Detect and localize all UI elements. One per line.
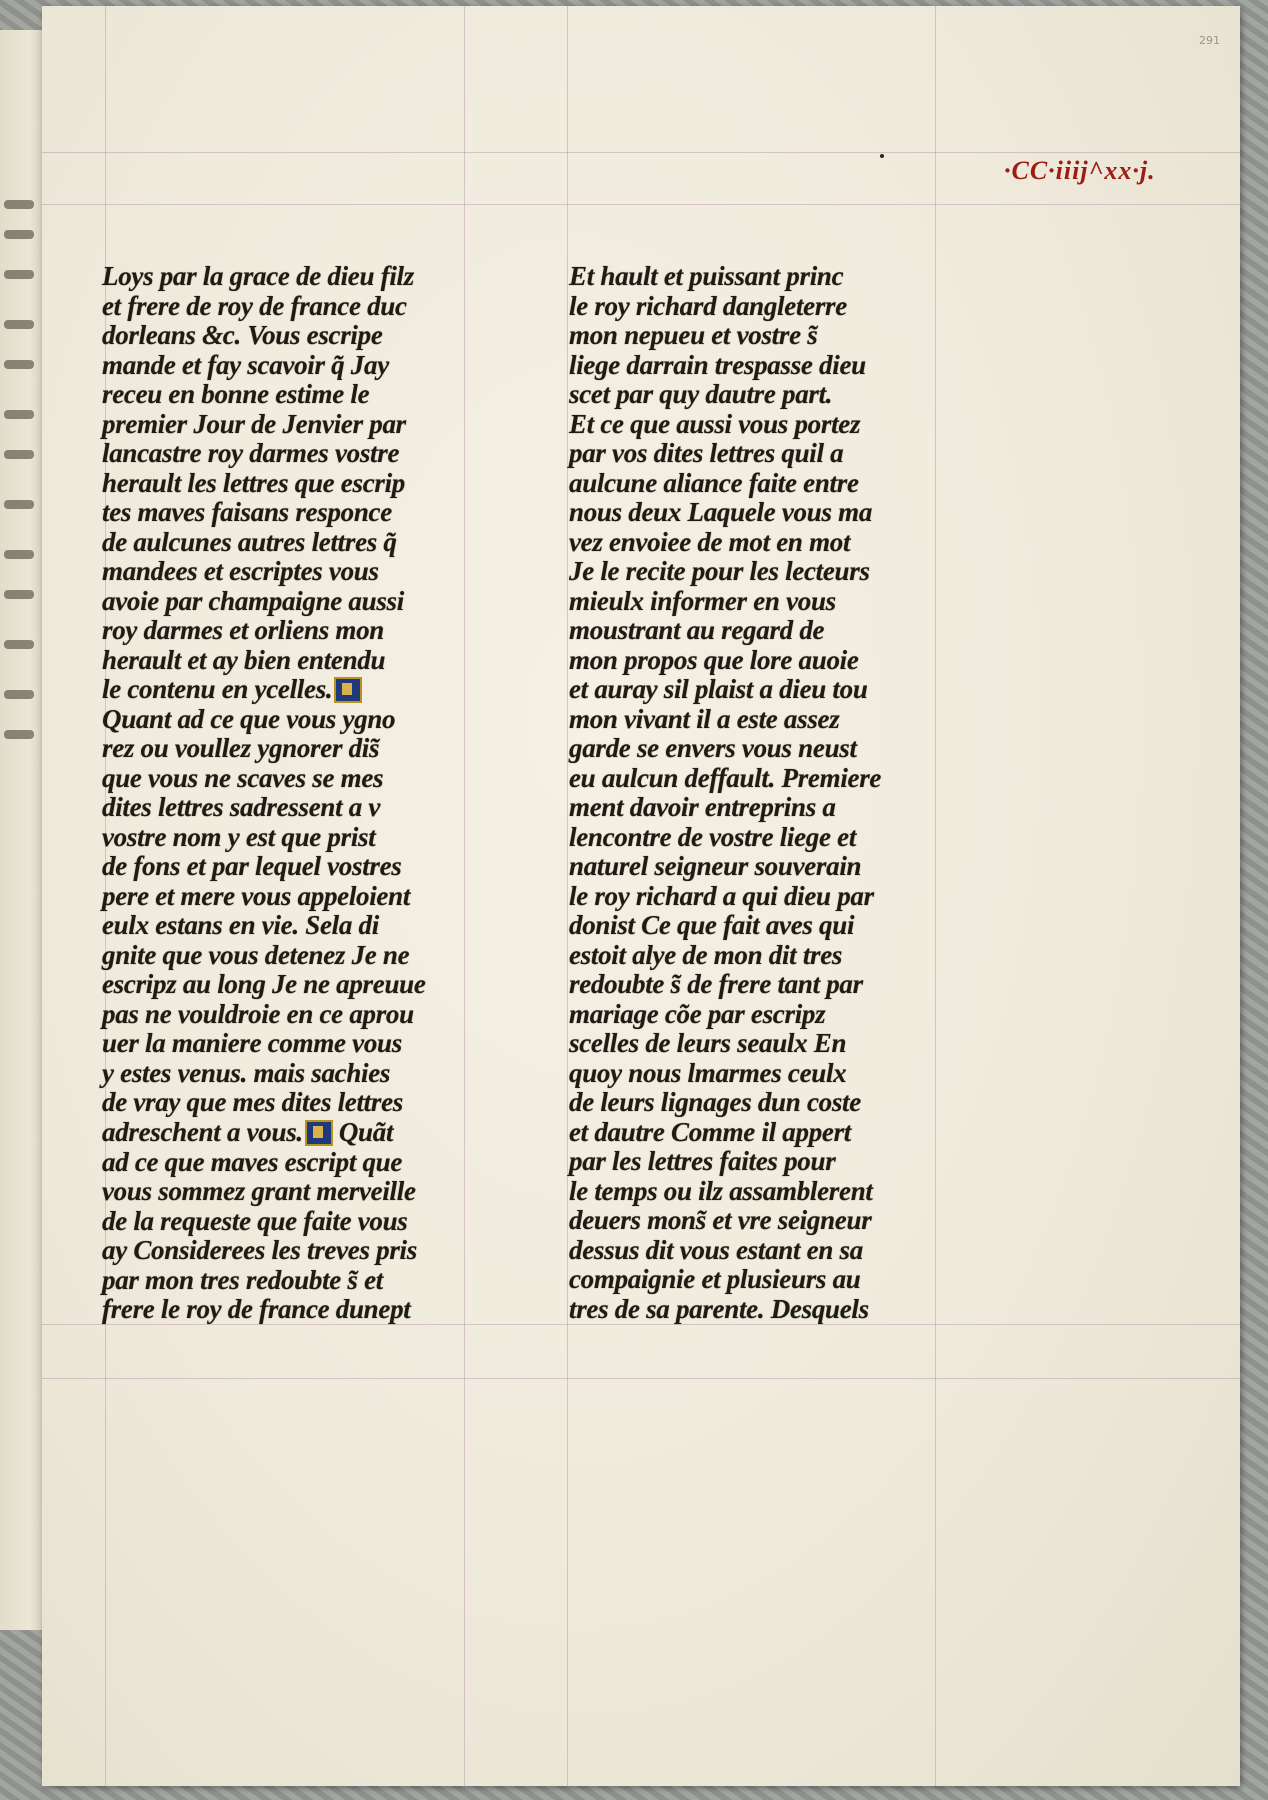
ruling-line xyxy=(42,1378,1240,1379)
text-line xyxy=(102,911,502,941)
text-line-content: que vous ne scaves se mes xyxy=(102,762,384,793)
text-line xyxy=(102,646,502,676)
text-line xyxy=(569,970,989,1000)
text-line xyxy=(102,616,502,646)
text-line-content: escripz au long Je ne apreuue xyxy=(102,969,426,1000)
text-line xyxy=(102,1236,502,1266)
text-line xyxy=(569,292,989,322)
text-line xyxy=(569,1295,989,1325)
text-line-content: rez ou voullez ygnorer dis̃ xyxy=(102,733,380,764)
text-line-content: naturel seigneur souverain xyxy=(569,851,862,881)
text-line-content: herault les lettres que escrip xyxy=(102,467,405,498)
text-line-content: et dautre Comme il appert xyxy=(569,1116,851,1147)
ruling-line xyxy=(42,152,1240,153)
text-line xyxy=(569,1265,989,1295)
text-line-content: nous deux Laquele vous ma xyxy=(569,497,873,527)
bleed-through-mark xyxy=(4,410,34,419)
text-line xyxy=(102,439,502,469)
text-line-content: y estes venus. mais sachies xyxy=(102,1057,391,1088)
previous-leaf-edge xyxy=(0,30,42,1630)
text-line-content: de leurs lignages dun coste xyxy=(569,1087,861,1117)
text-line-content: mieulx informer en vous xyxy=(569,585,836,616)
text-line-content: dorleans &c. Vous escripe xyxy=(102,320,383,350)
text-line xyxy=(569,675,989,705)
text-line xyxy=(569,764,989,794)
bleed-through-mark xyxy=(4,690,34,699)
text-line-content: eu aulcun deffault. Premiere xyxy=(569,762,882,793)
text-line-content: moustrant au regard de xyxy=(569,615,825,645)
text-line-content: vous sommez grant merveille xyxy=(102,1176,416,1207)
text-line-content: gnite que vous detenez Je ne xyxy=(102,939,410,970)
text-line xyxy=(569,1236,989,1266)
text-line xyxy=(569,1147,989,1177)
text-line-content: quoy nous lmarmes ceulx xyxy=(569,1057,847,1088)
text-line xyxy=(102,1295,502,1325)
text-line-content: pas ne vouldroie en ce aprou xyxy=(102,998,414,1029)
manuscript-page xyxy=(42,6,1240,1786)
inline-tail-text: Quãt xyxy=(338,1116,394,1147)
text-line xyxy=(569,469,989,499)
text-line xyxy=(102,734,502,764)
text-line-content: liege darrain trespasse dieu xyxy=(569,349,866,380)
text-line-content: lancastre roy darmes vostre xyxy=(102,438,400,468)
ruling-line xyxy=(567,6,568,1786)
text-line-content: mande et fay scavoir q̃ Jay xyxy=(102,349,389,380)
text-line xyxy=(102,852,502,882)
text-line-content: adreschent a vous. xyxy=(102,1116,303,1147)
text-line-content: frere le roy de france dunept xyxy=(102,1294,411,1325)
text-line xyxy=(102,705,502,735)
text-line-content: de aulcunes autres lettres q̃ xyxy=(102,526,397,557)
running-number: ·CC·iiij^xx·j. xyxy=(1004,156,1156,185)
text-line xyxy=(569,528,989,558)
text-line xyxy=(102,1029,502,1059)
text-line-content: mon nepueu et vostre s̃ xyxy=(569,320,818,350)
text-line-content: Et ce que aussi vous portez xyxy=(569,408,861,439)
text-line-content: scelles de leurs seaulx En xyxy=(569,1028,847,1058)
text-line xyxy=(569,587,989,617)
text-line-content: de la requeste que faite vous xyxy=(102,1205,408,1236)
text-line-content: ment davoir entreprins a xyxy=(569,792,836,822)
text-line-content: avoie par champaigne aussi xyxy=(102,585,404,616)
text-line-content: Loys par la grace de dieu filz xyxy=(102,261,414,291)
text-line-content: scet par quy dautre part. xyxy=(569,379,833,409)
text-line xyxy=(102,764,502,794)
text-line xyxy=(102,941,502,971)
text-line-content: le roy richard dangleterre xyxy=(569,290,847,321)
decorated-initial-icon xyxy=(305,1120,333,1146)
text-line xyxy=(569,1029,989,1059)
text-line-content: tes maves faisans responce xyxy=(102,497,392,527)
text-line-content: eulx estans en vie. Sela di xyxy=(102,910,379,941)
text-line-content: et frere de roy de france duc xyxy=(102,290,407,321)
text-line xyxy=(569,262,989,292)
text-line-content: roy darmes et orliens mon xyxy=(102,615,385,645)
folio-number: 291 xyxy=(1199,34,1220,47)
text-line xyxy=(102,1177,502,1207)
text-line xyxy=(102,528,502,558)
text-line-content: Et hault et puissant princ xyxy=(569,261,844,291)
text-line xyxy=(569,911,989,941)
text-line xyxy=(102,882,502,912)
text-line xyxy=(569,351,989,381)
text-line xyxy=(569,1059,989,1089)
text-line-content: Quant ad ce que vous ygno xyxy=(102,703,396,734)
text-line-content: dites lettres sadressent a v xyxy=(102,792,381,823)
bleed-through-mark xyxy=(4,360,34,369)
text-line-content: tres de sa parente. Desquels xyxy=(569,1293,869,1324)
text-line xyxy=(569,557,989,587)
text-line-content: pere et mere vous appeloient xyxy=(102,880,411,911)
text-line-content: vez envoiee de mot en mot xyxy=(569,526,851,557)
text-line xyxy=(102,1000,502,1030)
text-line-content: donist Ce que fait aves qui xyxy=(569,910,855,940)
text-line xyxy=(102,587,502,617)
text-line xyxy=(569,882,989,912)
text-line xyxy=(102,1148,502,1178)
text-line-content: deuers mons̃ et vre seigneur xyxy=(569,1205,872,1235)
text-line-content: dessus dit vous estant en sa xyxy=(569,1234,863,1265)
text-line xyxy=(102,1207,502,1237)
text-line xyxy=(569,616,989,646)
text-line-content: ay Considerees les treves pris xyxy=(102,1235,417,1266)
text-line xyxy=(569,734,989,764)
text-line xyxy=(102,675,502,705)
bleed-through-mark xyxy=(4,640,34,649)
text-line-content: le roy richard a qui dieu par xyxy=(569,880,874,911)
text-line xyxy=(569,1118,989,1148)
text-line xyxy=(102,498,502,528)
text-line xyxy=(569,823,989,853)
text-line-content: de vray que mes dites lettres xyxy=(102,1087,403,1118)
text-line-content: lencontre de vostre liege et xyxy=(569,821,857,852)
text-line-content: redoubte s̃ de frere tant par xyxy=(569,969,863,999)
text-line xyxy=(102,410,502,440)
decorated-initial-icon xyxy=(334,677,362,703)
text-line-content: de fons et par lequel vostres xyxy=(102,851,402,882)
text-line xyxy=(102,793,502,823)
text-line xyxy=(102,557,502,587)
text-line-content: mon vivant il a este assez xyxy=(569,703,840,734)
bleed-through-mark xyxy=(4,590,34,599)
text-line xyxy=(569,1088,989,1118)
text-line xyxy=(569,1000,989,1030)
bleed-through-mark xyxy=(4,450,34,459)
ruling-line xyxy=(42,204,1240,205)
text-line-content: Je le recite pour les lecteurs xyxy=(569,556,870,586)
ink-dot xyxy=(880,154,884,158)
text-line-content: le temps ou ilz assamblerent xyxy=(569,1175,873,1206)
text-line xyxy=(102,351,502,381)
text-line xyxy=(102,321,502,351)
text-line-content: herault et ay bien entendu xyxy=(102,644,386,675)
text-line-content: vostre nom y est que prist xyxy=(102,821,376,852)
text-line xyxy=(102,1059,502,1089)
text-line xyxy=(569,941,989,971)
text-line xyxy=(102,380,502,410)
text-line-content: le contenu en ycelles. xyxy=(102,674,333,704)
text-line-content: aulcune aliance faite entre xyxy=(569,467,859,498)
text-line xyxy=(569,321,989,351)
text-line-content: par vos dites lettres quil a xyxy=(569,438,844,468)
bleed-through-mark xyxy=(4,270,34,279)
text-line-content: ad ce que maves escript que xyxy=(102,1146,403,1177)
text-line-content: receu en bonne estime le xyxy=(102,379,370,409)
text-line xyxy=(569,793,989,823)
text-line xyxy=(102,262,502,292)
bleed-through-mark xyxy=(4,730,34,739)
text-line-content: mariage cõe par escripz xyxy=(569,998,826,1029)
right-text-column xyxy=(569,262,989,1324)
text-line xyxy=(102,469,502,499)
text-line xyxy=(569,439,989,469)
text-line xyxy=(102,1118,502,1148)
bleed-through-mark xyxy=(4,500,34,509)
bleed-through-mark xyxy=(4,200,34,209)
text-line xyxy=(569,1206,989,1236)
bleed-through-mark xyxy=(4,230,34,239)
text-line-content: estoit alye de mon dit tres xyxy=(569,939,843,970)
text-line xyxy=(569,380,989,410)
text-line xyxy=(102,292,502,322)
text-line xyxy=(102,970,502,1000)
text-line xyxy=(569,498,989,528)
text-line-content: et auray sil plaist a dieu tou xyxy=(569,674,868,704)
text-line-content: mandees et escriptes vous xyxy=(102,556,379,586)
bleed-through-mark xyxy=(4,550,34,559)
text-line-content: compaignie et plusieurs au xyxy=(569,1264,861,1294)
text-line-content: garde se envers vous neust xyxy=(569,733,857,763)
text-line xyxy=(569,1177,989,1207)
text-line xyxy=(569,646,989,676)
text-line xyxy=(102,823,502,853)
text-line-content: par les lettres faites pour xyxy=(569,1146,836,1176)
text-line xyxy=(102,1266,502,1296)
text-line xyxy=(102,1088,502,1118)
bleed-through-mark xyxy=(4,320,34,329)
left-text-column xyxy=(102,262,502,1325)
text-line-content: premier Jour de Jenvier par xyxy=(102,408,406,439)
text-line xyxy=(569,852,989,882)
text-line-content: par mon tres redoubte s̃ et xyxy=(102,1264,383,1295)
text-line xyxy=(569,410,989,440)
text-line-content: mon propos que lore auoie xyxy=(569,644,859,675)
text-line-content: uer la maniere comme vous xyxy=(102,1028,402,1059)
text-line xyxy=(569,705,989,735)
